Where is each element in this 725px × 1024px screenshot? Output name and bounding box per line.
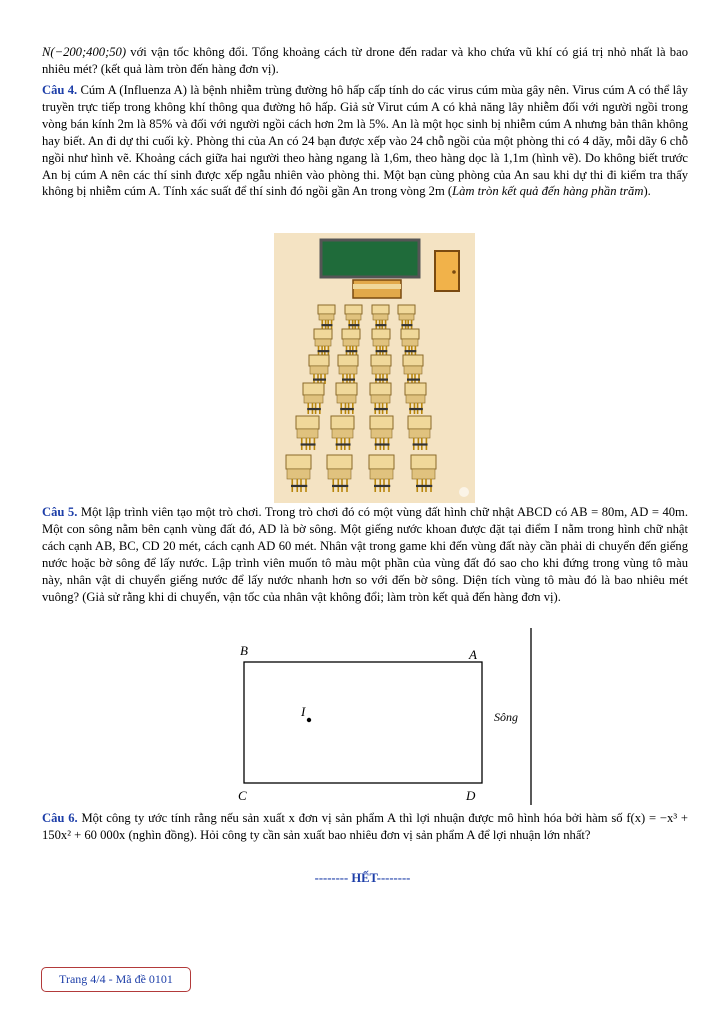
- label-a: A: [469, 647, 477, 662]
- desk-front: [337, 395, 356, 403]
- question-4-text: Cúm A (Influenza A) là bệnh nhiễm trùng đường hô hấp cấp tính do các virus cúm mùa gây nên. Virus cúm A có thể lây truyền trực tiếp trong không khí thông qua đường hô hấp. Giả sử Virut cúm A có khả năng lây nhiễm đối với người ngồi trong vòng bán kính 2m là 85% và đối với người ngồi cách hơn 2m là 5%. An là một học sinh bị nhiễm cúm A nhưng bản thân không hay biết. An đi dự thi cuối kỳ. Phòng thi của An có 24 bạn được xếp vào 24 chỗ ngồi của một phòng thi có 4 dãy, mỗi dãy 6 chỗ ngồi như hình vẽ. Khoảng cách giữa hai người theo hàng ngang là 1,6m, theo hàng dọc là 1,1m (hình vẽ). Do không biết trước An bị cúm A nên các thí sinh được xếp ngẫu nhiên vào phòng thi. Một bạn cùng phòng của An sau khi dự thi đi kiểm tra thấy không bị nhiễm cúm A. Tính xác suất để thí sinh đó ngồi gần An trong vòng 2m (: [42, 83, 688, 199]
- question-6-label: Câu 6.: [42, 811, 78, 825]
- continuation-paragraph: [42, 44, 688, 78]
- desk-front: [346, 314, 361, 320]
- chair-seat: [401, 324, 412, 326]
- question-6-text: Một công ty ước tính rằng nếu sản xuất x đơn vị sản phẩm A thì lợi nhuận được mô hình hóa bởi hàm số f(x) = −x³ + 150x² + 60 000x (nghìn đồng). Hỏi công ty cần sản xuất bao nhiêu đơn vị sản phẩm A để lợi nhuận lớn nhất?: [42, 811, 689, 842]
- desk: [345, 305, 362, 314]
- desk: [411, 455, 436, 469]
- desk-front: [373, 339, 389, 346]
- chair-seat: [375, 324, 386, 326]
- point-i: [307, 718, 311, 722]
- desk-front: [406, 395, 425, 403]
- chair-seat: [409, 408, 423, 410]
- chair-seat: [340, 408, 354, 410]
- chair-seat: [301, 443, 316, 445]
- chair-seat: [416, 485, 432, 487]
- door-knob: [452, 270, 456, 274]
- page-footer: Trang 4/4 - Mã đề 0101: [41, 967, 191, 992]
- desk-front: [287, 469, 310, 479]
- desk: [401, 329, 419, 339]
- desk-front: [315, 339, 331, 346]
- desk: [296, 416, 319, 429]
- question-4: [42, 82, 688, 200]
- desk-front: [297, 429, 318, 438]
- chair-seat: [321, 324, 332, 326]
- desk-front: [371, 429, 392, 438]
- label-c: C: [238, 788, 247, 803]
- desk: [331, 416, 354, 429]
- label-d: D: [466, 788, 476, 803]
- desk-front: [373, 314, 388, 320]
- end-mark: -------- HẾT--------: [314, 871, 411, 885]
- desk-front: [328, 469, 351, 479]
- desk: [408, 416, 431, 429]
- desk-front: [370, 469, 393, 479]
- teacher-desk-top: [353, 284, 401, 289]
- question-6: [42, 810, 688, 844]
- desk: [371, 355, 391, 366]
- desk: [398, 305, 415, 314]
- chair-seat: [336, 443, 351, 445]
- desk: [286, 455, 311, 469]
- chair-seat: [407, 379, 420, 381]
- desk-front: [343, 339, 359, 346]
- point-n: N(−200;400;50): [42, 45, 127, 59]
- desk-front: [409, 429, 430, 438]
- desk-front: [404, 366, 422, 374]
- label-river: Sông: [494, 710, 518, 724]
- desk-front: [402, 339, 418, 346]
- desk: [327, 455, 352, 469]
- desk: [369, 455, 394, 469]
- desk: [318, 305, 335, 314]
- chair-seat: [348, 324, 359, 326]
- desk: [342, 329, 360, 339]
- rectangle-diagram: [225, 625, 555, 807]
- chair-seat: [342, 379, 355, 381]
- classroom-figure: [274, 233, 475, 503]
- chair-seat: [318, 350, 330, 352]
- chair-seat: [346, 350, 358, 352]
- question-4-label: Câu 4.: [42, 83, 78, 97]
- desk: [372, 305, 389, 314]
- continuation-text: với vận tốc không đổi. Tổng khoảng cách từ drone đến radar và kho chứa vũ khí có giá trị nhỏ nhất là bao nhiêu mét? (kết quả làm tròn đến hàng đơn vị).: [42, 45, 688, 76]
- chair-seat: [313, 379, 326, 381]
- chair-seat: [374, 485, 390, 487]
- desk-front: [304, 395, 323, 403]
- desk-front: [372, 366, 390, 374]
- chalkboard: [321, 240, 419, 277]
- question-5-text: Một lập trình viên tạo một trò chơi. Trong trò chơi đó có một vùng đất hình chữ nhật ABCD có AB = 80m, AD = 40m. Một con sông nằm bên cạnh vùng đất đó, AD là bờ sông. Một giếng nước khoan được đặt tại điểm I nằm trong hình chữ nhật cách cạnh AB, BC, CD 20 mét, cách cạnh AD 60 mét. Nhân vật trong game khi đến vùng đất này cần phải di chuyển đến giếng nước hoặc bờ sông để lấy nước. Lập trình viên muốn tô màu một phần của vùng đất đó sao cho khi đứng trong vùng tô màu này, nhân vật di chuyển giếng nước để lấy nước nhanh hơn so với đến bờ sông. Diện tích vùng tô màu đó là bao nhiêu mét vuông? (Giả sử rằng khi di chuyển, vận tốc của nhân vật không đổi; làm tròn kết quả đến hàng đơn vị).: [42, 505, 688, 604]
- desk: [309, 355, 329, 366]
- label-i: I: [301, 704, 306, 719]
- desk: [338, 355, 358, 366]
- chair-seat: [376, 350, 388, 352]
- chair-seat: [413, 443, 428, 445]
- chair-seat: [375, 379, 388, 381]
- watermark-icon: [459, 487, 469, 497]
- desk-front: [339, 366, 357, 374]
- chair-seat: [332, 485, 348, 487]
- chair-seat: [405, 350, 417, 352]
- question-4-italic: Làm tròn kết quả đến hàng phần trăm: [452, 184, 644, 199]
- desk: [370, 383, 391, 395]
- desk: [336, 383, 357, 395]
- chair-seat: [374, 408, 388, 410]
- desk-front: [412, 469, 435, 479]
- desk-front: [371, 395, 390, 403]
- desk-front: [310, 366, 328, 374]
- chair-seat: [375, 443, 390, 445]
- desk: [372, 329, 390, 339]
- desk-front: [399, 314, 414, 320]
- rectangle-abcd: [244, 662, 482, 783]
- desk-front: [332, 429, 353, 438]
- desk: [303, 383, 324, 395]
- desk: [403, 355, 423, 366]
- question-4-end: ).: [643, 184, 651, 199]
- desk: [314, 329, 332, 339]
- label-b: B: [240, 643, 248, 658]
- desk: [370, 416, 393, 429]
- question-5-label: Câu 5.: [42, 505, 78, 519]
- desk: [405, 383, 426, 395]
- chair-seat: [307, 408, 321, 410]
- desk-front: [319, 314, 334, 320]
- question-5: [42, 504, 688, 605]
- chair-seat: [291, 485, 307, 487]
